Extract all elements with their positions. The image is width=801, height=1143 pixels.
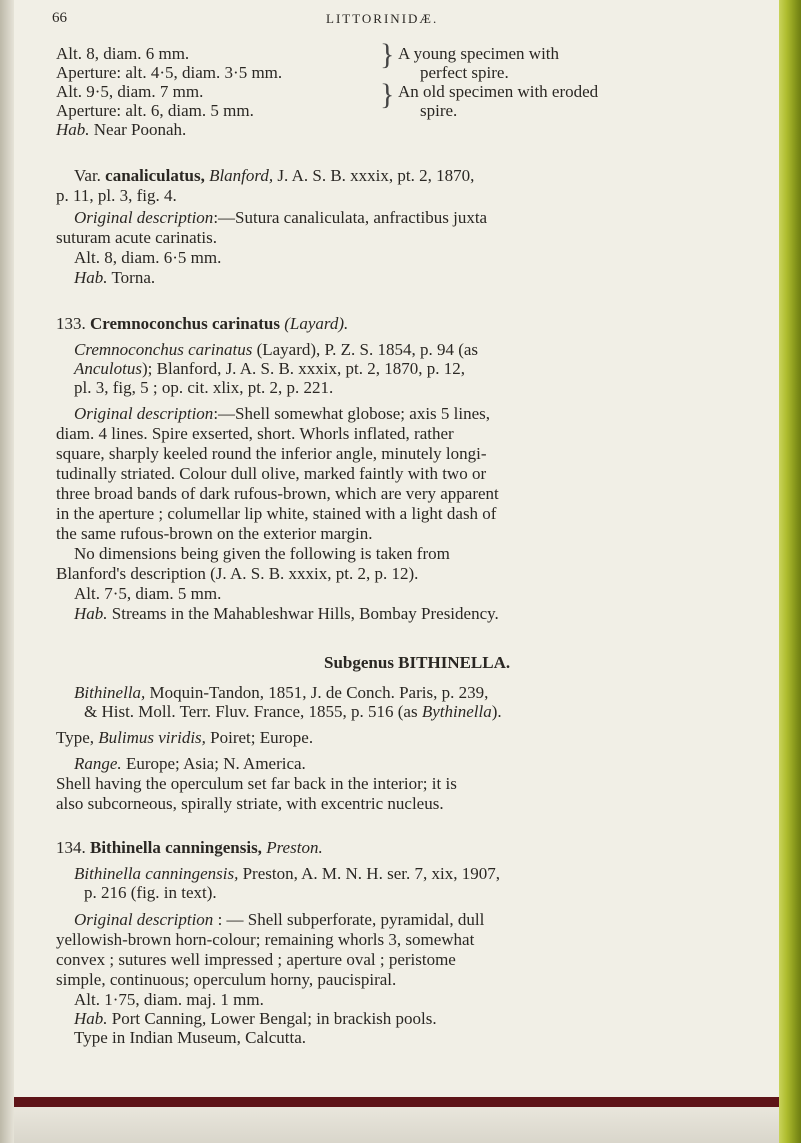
description-line: simple, continuous; operculum horny, paucispiral.: [56, 970, 397, 989]
brace: }: [380, 38, 395, 71]
range-line: Range. Europe; Asia; N. America.: [74, 754, 306, 773]
description-line: square, sharply keeled round the inferior angle, minutely longi-: [56, 444, 487, 463]
brace: }: [380, 78, 395, 111]
synonymy-line: Cremnoconchus carinatus (Layard), P. Z. S. 1854, p. 94 (as: [74, 340, 479, 359]
variety-heading: Var. canaliculatus, Blanford, J. A. S. B. xxxix, pt. 2, 1870,: [74, 166, 475, 185]
description-line: Original description:—Shell somewhat globose; axis 5 lines,: [74, 404, 491, 423]
synonymy-line: p. 216 (fig. in text).: [84, 883, 217, 902]
species-heading: 133. Cremnoconchus carinatus (Layard).: [56, 314, 349, 333]
measure-line: Alt. 8, diam. 6·5 mm.: [74, 248, 222, 267]
description-line: three broad bands of dark rufous-brown, which are very apparent: [56, 484, 499, 503]
page-number: 66: [52, 10, 67, 26]
description-line: in the aperture ; columellar lip white, stained with a light dash of: [56, 504, 497, 523]
type-line: Type, Bulimus viridis, Poiret; Europe.: [56, 728, 314, 747]
measure-line: Aperture: alt. 6, diam. 5 mm.: [56, 101, 254, 120]
species-heading: 134. Bithinella canningensis, Preston.: [56, 838, 323, 857]
page-gutter: [0, 0, 14, 1143]
subgenus-title: Subgenus BITHINELLA.: [324, 653, 511, 672]
description-line: suturam acute carinatis.: [56, 228, 217, 247]
specimen-note: An old specimen with eroded: [398, 82, 599, 101]
description-line: Blanford's description (J. A. S. B. xxxix, pt. 2, p. 12).: [56, 564, 419, 583]
habitat-line: Hab. Torna.: [74, 268, 156, 287]
description-line: Original description : — Shell subperforate, pyramidal, dull: [74, 910, 485, 929]
book-binding-band: [14, 1097, 779, 1107]
measure-line: Alt. 7·5, diam. 5 mm.: [74, 584, 222, 603]
habitat-line: Hab. Port Canning, Lower Bengal; in brackish pools.: [74, 1009, 437, 1028]
specimen-note: A young specimen with: [398, 44, 560, 63]
description-line: yellowish-brown horn-colour; remaining whorls 3, somewhat: [56, 930, 475, 949]
page-bottom-shadow: [14, 1107, 779, 1143]
reference-line: p. 11, pl. 3, fig. 4.: [56, 186, 177, 205]
measure-line: Alt. 9·5, diam. 7 mm.: [56, 82, 204, 101]
description-line: No dimensions being given the following is taken from: [74, 544, 450, 563]
habitat-line: Hab. Near Poonah.: [56, 120, 187, 139]
description-line: also subcorneous, spirally striate, with excentric nucleus.: [56, 794, 444, 813]
running-title: LITTORINIDÆ.: [326, 11, 439, 26]
measure-line: Alt. 1·75, diam. maj. 1 mm.: [74, 990, 264, 1009]
synonymy-line: Bithinella canningensis, Preston, A. M. N. H. ser. 7, xix, 1907,: [74, 864, 500, 883]
specimen-note: perfect spire.: [420, 63, 509, 82]
book-edge: [779, 0, 801, 1143]
measure-line: Alt. 8, diam. 6 mm.: [56, 44, 190, 63]
measure-line: Aperture: alt. 4·5, diam. 3·5 mm.: [56, 63, 283, 82]
description-line: tudinally striated. Colour dull olive, marked faintly with two or: [56, 464, 487, 483]
description-line: convex ; sutures well impressed ; aperture oval ; peristome: [56, 950, 456, 969]
description-line: Shell having the operculum set far back in the interior; it is: [56, 774, 457, 793]
type-location-line: Type in Indian Museum, Calcutta.: [74, 1028, 307, 1047]
description-line: Original description:—Sutura canaliculata, anfractibus juxta: [74, 208, 488, 227]
habitat-line: Hab. Streams in the Mahableshwar Hills, Bombay Presidency.: [74, 604, 499, 623]
synonymy-line: Anculotus); Blanford, J. A. S. B. xxxix, pt. 2, 1870, p. 12,: [74, 359, 466, 378]
synonymy-line: pl. 3, fig, 5 ; op. cit. xlix, pt. 2, p. 221.: [74, 378, 334, 397]
reference-line: Bithinella, Moquin-Tandon, 1851, J. de Conch. Paris, p. 239,: [74, 683, 489, 702]
specimen-note: spire.: [420, 101, 458, 120]
reference-line: & Hist. Moll. Terr. Fluv. France, 1855, p. 516 (as Bythinella).: [84, 702, 502, 721]
description-line: the same rufous-brown on the exterior margin.: [56, 524, 373, 543]
description-line: diam. 4 lines. Spire exserted, short. Whorls inflated, rather: [56, 424, 454, 443]
